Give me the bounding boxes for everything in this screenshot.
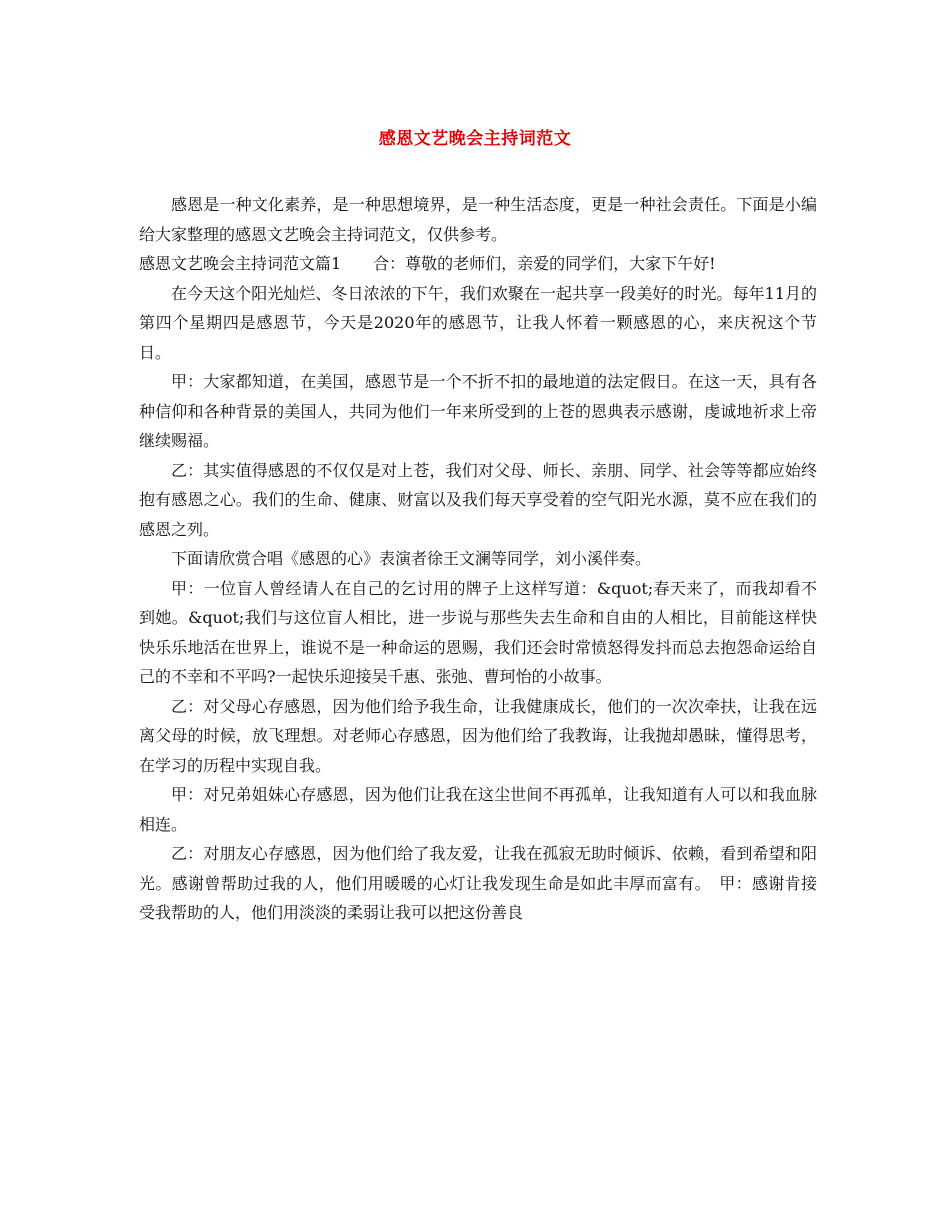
paragraph-performance: 下面请欣赏合唱《感恩的心》表演者徐王文澜等同学，刘小溪伴奏。	[171, 549, 652, 568]
paragraph-intro: 感恩是一种文化素养，是一种思想境界，是一种生活态度，更是一种社会责任。下面是小编给大家整理的感恩文艺晚会主持词范文，仅供参考。	[139, 195, 817, 244]
paragraph-yi-2: 乙：对父母心存感恩，因为他们给予我生命，让我健康成长，他们的一次次牵扶，让我在远离父母的时候，放飞理想。对老师心存感恩，因为他们给了我教诲，让我抛却愚昧，懂得思考，在学习的历程中实现自我。	[139, 696, 817, 775]
paragraph-opening: 在今天这个阳光灿烂、冬日浓浓的下午，我们欢聚在一起共享一段美好的时光。每年11月的第四个星期四是感恩节，今天是2020年的感恩节，让我人怀着一颗感恩的心，来庆祝这个节日。	[139, 283, 817, 362]
paragraph-yi-1: 乙：其实值得感恩的不仅仅是对上苍，我们对父母、师长、亲朋、同学、社会等等都应始终抱有感恩之心。我们的生命、健康、财富以及我们每天享受着的空气阳光水源，莫不应在我们的感恩之列。	[139, 460, 817, 539]
paragraph-jia-1: 甲：大家都知道，在美国，感恩节是一个不折不扣的最地道的法定假日。在这一天，具有各种信仰和各种背景的美国人，共同为他们一年来所受到的上苍的恩典表示感谢，虔诚地祈求上帝继续赐福。	[139, 372, 817, 450]
paragraph-jia-3: 甲：对兄弟姐妹心存感恩，因为他们让我在这尘世间不再孤单，让我知道有人可以和我血脉相连。	[139, 785, 817, 834]
document-body	[139, 190, 817, 928]
paragraph-yi-3: 乙：对朋友心存感恩，因为他们给了我友爱，让我在孤寂无助时倾诉、依赖，看到希望和阳光。感谢曾帮助过我的人，他们用暖暖的心灯让我发现生命是如此丰厚而富有。 甲：感谢肯接受我帮助的人，他们用淡淡的柔弱让我可以把这份善良	[139, 844, 817, 922]
paragraph-jia-2: 甲：一位盲人曾经请人在自己的乞讨用的牌子上这样写道：&quot;春天来了，而我却看不到她。&quot;我们与这位盲人相比，进一步说与那些失去生命和自由的人相比，目前能这样快快乐乐地活在世界上，谁说不是一种命运的恩赐，我们还会时常愤怒得发抖而总去抱怨命运给自己的不幸和不平吗?一起快乐迎接吴千惠、张弛、曹珂怡的小故事。	[139, 578, 817, 686]
document-title: 感恩文艺晚会主持词范文	[378, 129, 572, 149]
paragraph-section-heading: 感恩文艺晚会主持词范文篇1 合：尊敬的老师们，亲爱的同学们，大家下午好!	[139, 254, 716, 273]
